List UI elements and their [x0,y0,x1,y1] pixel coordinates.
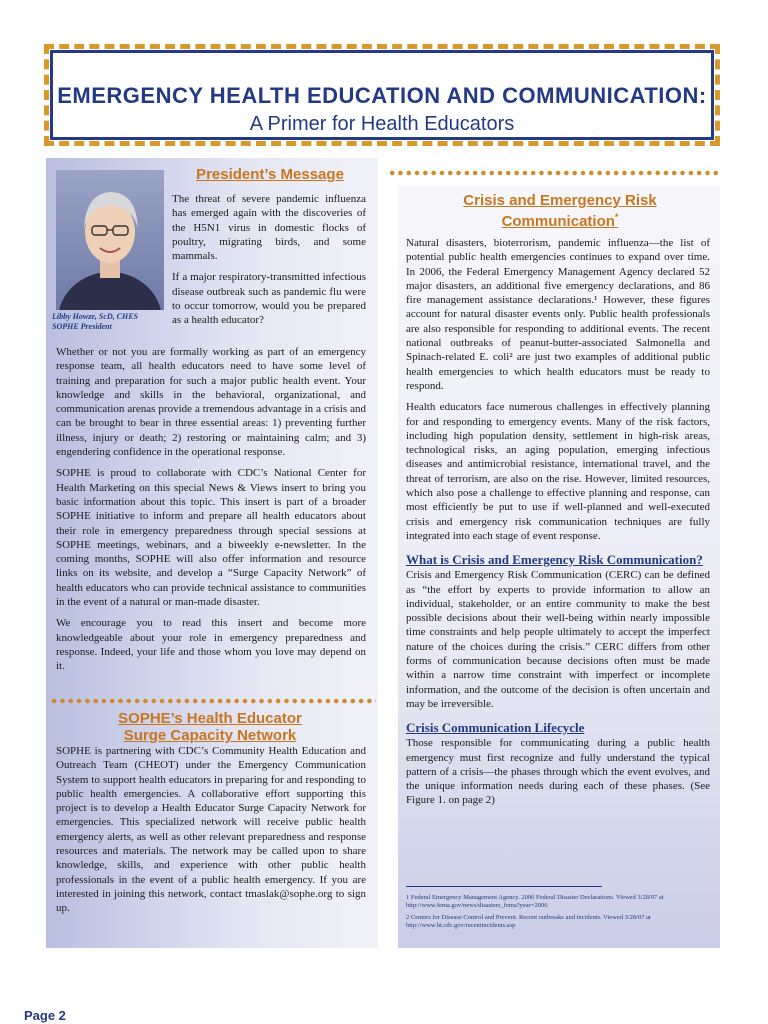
president-paragraph-4: SOPHE is proud to collaborate with CDC’s National Center for Health Marketing on this special News & Views insert to bring you basic information about this topic. This insert is part of a broader SOPHE initiative to inform and prepare all health educators about their role in emergency preparedness through special sessions at SOPHE meetings, webinars, and a biweekly e-newsletter. In the coming months, SOPHE will also offer information and resource links on its website, and develop a “Surge Capacity Network” of health educators who can provide technical assistance to communities in the event of a natural or man-made disaster. [56,467,366,609]
crisis-heading-line-2: Communication [501,213,615,230]
surge-heading-line-1: SOPHE’s Health Educator [118,710,302,727]
president-photo [56,170,164,310]
page-number: Page 2 [24,1008,66,1023]
crisis-heading-mark: * [614,212,619,222]
crisis-paragraph-2: Health educators face numerous challenges in effectively planning for and responding to emergency events. Many of the risk factors, including high population density, settlement in high-risk areas, technological risks, an aging population, emerging infectious diseases and antimicrobial resistance, international travel, and the threat of terrorism, are also on the rise. However, limited resources, which also pose a challenge to effective planning and response, can most efficiently be put to use if well-planned and well-executed crisis and emergency risk communication techniques are fully integrated into each stage of event response. [406,401,710,542]
crisis-paragraph-4: Those responsible for communicating during a public health emergency must first recognize and fully understand the typical pattern of a crisis—the phases through which the event evolves, and the unique information needs during each of these phases. (See Figure 1. on page 2) [406,737,710,807]
crisis-paragraph-1: Natural disasters, bioterrorism, pandemic influenza—the list of potential public health emergencies continues to expand over time. In 2006, the Federal Emergency Management Agency declared 52 major disasters, an additional five emergency declarations, and 86 fire management assistance declarations.¹ However, these figures account for natural disaster events only. Public health professionals are also responsible for responding to additional events. The recent national outbreaks of peanut-butter-associated Salmonella and Spinach-related E. coli² are just two examples of additional public health emergencies to which health educators must be ready to respond. [406,237,710,392]
president-paragraph-1: The threat of severe pandemic influenza has emerged again with the discoveries of the H5N1 virus in domestic flocks of poultry, migrating birds, and some mammals. [172,193,366,263]
footnote-rule [406,886,602,887]
crisis-heading-line-1: Crisis and Emergency Risk [463,192,657,209]
dotted-rule-left-mid [50,698,376,704]
presidents-message-heading: President’s Message [196,166,344,183]
portrait-image [56,170,164,310]
photo-caption [52,312,174,332]
caption-name: Libby Howze, ScD, CHES [52,312,139,321]
crisis-communication-body [406,236,710,815]
caption-role: SOPHE President [52,322,112,331]
president-paragraph-5: We encourage you to read this insert and become more knowledgeable about your role in emergency preparedness and response. Indeed, your life and those whom you love may depend on it. [56,617,366,673]
surge-heading-line-2: Surge Capacity Network [123,727,297,744]
presidents-message-intro [172,192,366,335]
masthead-box [44,44,720,146]
surge-network-heading [60,710,360,744]
cerc-definition-subheading: What is Crisis and Emergency Risk Communication? [406,552,703,568]
footnote-1: 1 Federal Emergency Management Agency. 2006 Federal Disaster Declarations. Viewed 3/28/07 at http://www.fema.gov/news/disasters_fema?year=2006 [406,894,664,909]
surge-network-body [56,744,366,923]
lifecycle-subheading: Crisis Communication Lifecycle [406,720,585,736]
page-title: EMERGENCY HEALTH EDUCATION AND COMMUNICATION: [57,83,707,108]
page-subtitle: A Primer for Health Educators [249,113,515,135]
president-paragraph-3: Whether or not you are formally working as part of an emergency response team, all health educators need to have some level of training and preparation for such a major public health event. Your knowledge and skills in the behavioral, organizational, and communication arenas provide a tremendous advantage in a crisis and can be brought to bear in three essential areas: 1) preventing further illness, injury or death; 2) restoring or maintaining calm; and 3) engendering confidence in the operational response. [56,346,366,459]
footnote-2: 2 Centers for Disease Control and Prevent. Recent outbreaks and incidents. Viewed 3/28/07 at http://www.bt.cdc.gov/recentincidents.asp [406,914,651,929]
footnotes [406,894,712,930]
presidents-message-body [56,345,366,681]
crisis-communication-heading [410,192,710,230]
surge-paragraph-1: SOPHE is partnering with CDC’s Community Health Education and Outreach Team (CHEOT) under the Emergency Communication System to support health educators in preparing for and responding to public health emergencies. A collaborative effort supporting this project is to develop a Health Educator Surge Capacity Network for emergencies. This specialized network will receive public health emergency alerts, as well as other relevant preparedness and response resources and materials. The network may be called upon to share knowledge, skills, and experience with other public health professionals in the event of a public health emergency. If you are interested in joining this network, contact tmaslak@sophe.org to sign up. [56,745,366,915]
crisis-paragraph-3: Crisis and Emergency Risk Communication (CERC) can be defined as “the effort by experts to provide information to allow an individual, stakeholder, or an entire community to make the best possible decisions about their well-being within nearly impossible time constraints and help people ultimately to accept the imperfect nature of the choices during the crisis.” CERC differs from other forms of communication because decisions often must be made within a narrow time constraint with imperfect or incomplete information, and the outcome of the decision is often uncertain and may be irreversible. [406,569,710,710]
president-paragraph-2: If a major respiratory-transmitted infectious disease outbreak such as pandemic flu were to occur tomorrow, would you be prepared as a health educator? [172,271,366,327]
dotted-rule-top-right [388,170,720,176]
